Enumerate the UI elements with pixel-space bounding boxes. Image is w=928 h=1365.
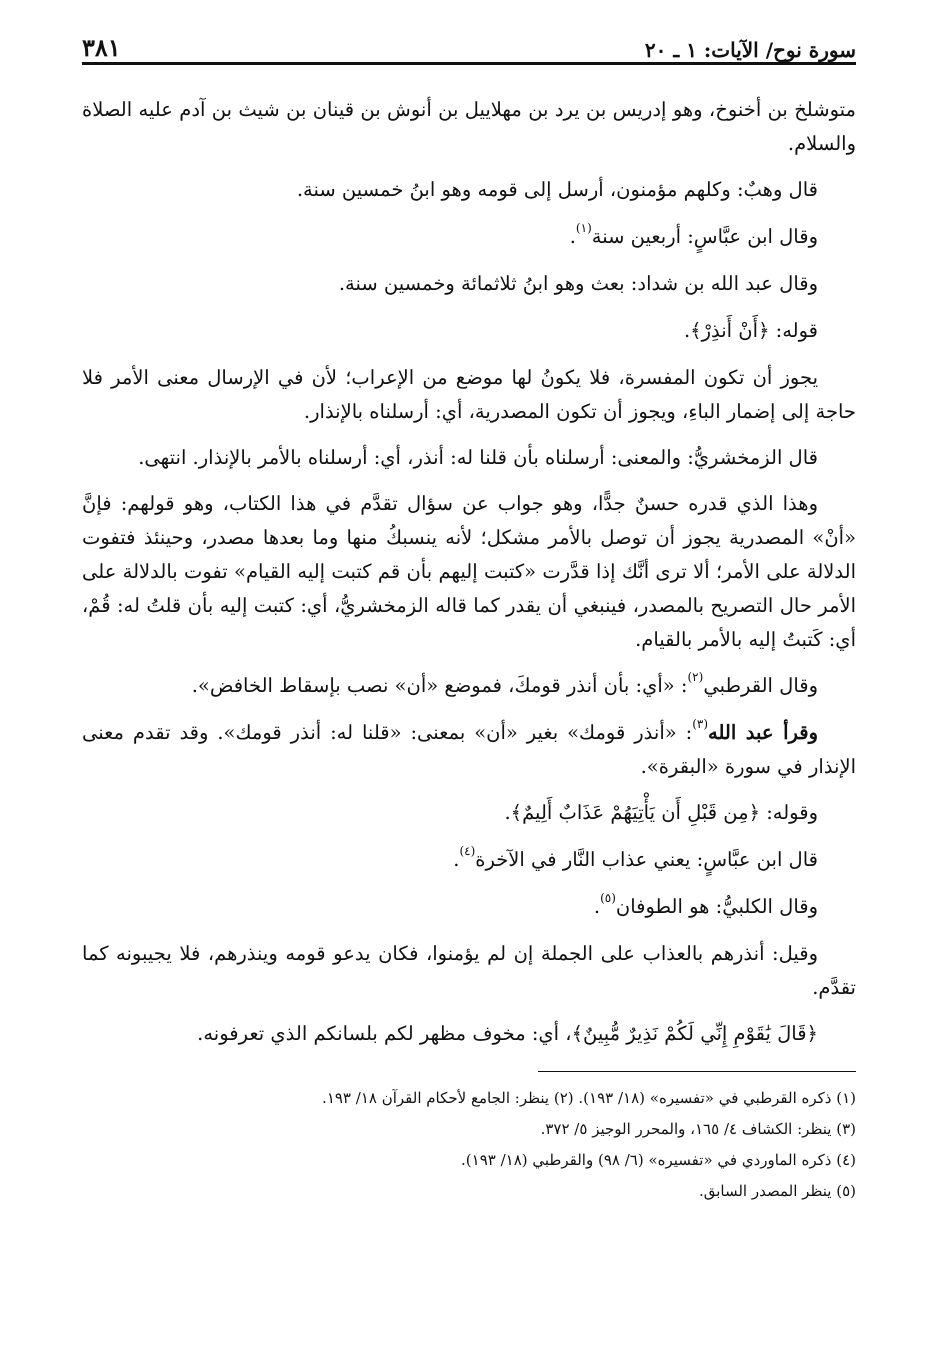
footnote-ref-1: (١) xyxy=(575,221,592,235)
page-number: ٣٨١ xyxy=(82,33,121,62)
paragraph-10 xyxy=(82,716,856,784)
paragraph-5-end: . xyxy=(683,319,691,342)
paragraph-13 xyxy=(82,890,856,924)
paragraph-9 xyxy=(82,669,856,703)
paragraph-13-text: وقال الكلبيُّ: هو الطوفان xyxy=(615,895,818,918)
paragraph-12 xyxy=(82,843,856,877)
paragraph-9-end: : «أي: بأن أنذر قومكَ، فموضع «أن» نصب بإسقاط الخافض». xyxy=(191,674,688,697)
footnote-line-2: (٣) ينظر: الكشاف ٤/ ١٦٥، والمحرر الوجيز ٥/ ٣٧٢. xyxy=(540,1120,856,1138)
paragraph-5-text: قوله: xyxy=(769,319,818,342)
footnote-line-1: (١) ذكره القرطبي في «تفسيره» (١٨/ ١٩٣). (٢) ينظر: الجامع لأحكام القرآن ١٨/ ١٩٣. xyxy=(322,1089,856,1107)
footnote-ref-4: (٤) xyxy=(459,844,476,858)
paragraph-3-text: وقال ابن عبَّاسٍ: أربعين سنة xyxy=(591,225,818,248)
paragraph-12-end: . xyxy=(453,848,460,871)
paragraph-9-text: وقال القرطبي xyxy=(703,674,818,697)
paragraph-15-end: ، أي: مخوف مظهر لكم بلسانكم الذي تعرفونه. xyxy=(197,1022,572,1045)
quran-verse-1: ﴿أَنْ أَنذِرْ﴾ xyxy=(690,319,770,342)
quran-verse-3: ﴿قَالَ يَٰقَوْمِ إِنِّي لَكُمْ نَذِيرٌ مُّبِينٌ﴾ xyxy=(571,1022,818,1045)
footnote-line-3: (٤) ذكره الماوردي في «تفسيره» (٦/ ٩٨) والقرطبي (١٨/ ١٩٣). xyxy=(461,1151,856,1169)
paragraph-15 xyxy=(82,1017,856,1051)
paragraph-2: قال وهبٌ: وكلهم مؤمنون، أرسل إلى قومه وهو ابنُ خمسين سنة. xyxy=(296,178,818,201)
paragraph-10-end: : «أنذر قومك» بغير «أن» بمعنى: «قلنا له: أنذر قومك». وقد تقدم معنى الإنذار في سورة «البقرة». xyxy=(82,721,856,778)
footnotes xyxy=(82,1084,856,1205)
footnote-ref-3: (٣) xyxy=(692,717,709,731)
running-title: سورة نوح/ الآيات: ١ ـ ٢٠ xyxy=(644,38,856,62)
paragraph-1: متوشلخ بن أخنوخ، وهو إدريس بن يرد بن مهلاييل بن أنوش بن قينان بن شيث بن آدم عليه الصلاة والسلام. xyxy=(82,98,856,155)
paragraph-11 xyxy=(82,796,856,830)
paragraph-5 xyxy=(82,314,856,348)
paragraph-10-bold: وقرأ عبد الله xyxy=(708,721,818,744)
paragraph-13-end: . xyxy=(593,895,601,918)
footnote-line-4: (٥) ينظر المصدر السابق. xyxy=(698,1182,856,1200)
paragraph-8: وهذا الذي قدره حسنٌ جدًّا، وهو جواب عن سؤال تقدَّم في هذا الكتاب، وهو قولهم: فإنَّ «أنْ» المصدرية يجوز أن توصل بالأمر مشكل؛ لأنه ينسبكُ منها وما بعدها مصدر، وحينئذ فتفوت الدلالة على الأمر؛ ألا ترى أنَّك إذا قدَّرت «كتبت إليهم بأن قم كتبت إليه القيام» تفوت بالدلالة على الأمر حال التصريح بالمصدر، فينبغي أن يقدر كما قاله الزمخشريُّ، أي: كتبت إليه بأن قلتُ له: قُمْ، أي: كَتبتُ إليه بالأمر بالقيام. xyxy=(82,492,856,651)
footnote-ref-5: (٥) xyxy=(600,891,616,905)
paragraph-11-text: وقوله: xyxy=(760,801,818,824)
page-header xyxy=(82,22,856,65)
quran-verse-2: ﴿مِن قَبْلِ أَن يَأْتِيَهُمْ عَذَابٌ أَلِيمٌ﴾ xyxy=(510,801,761,824)
paragraph-7: قال الزمخشريُّ: والمعنى: أرسلناه بأن قلنا له: أنذر، أي: أرسلناه بالأمر بالإنذار. انتهى. xyxy=(138,446,818,469)
paragraph-3-end: . xyxy=(569,225,576,248)
paragraph-11-end: . xyxy=(504,801,511,824)
footnote-divider xyxy=(538,1071,856,1072)
footnote-ref-2: (٢) xyxy=(687,670,704,684)
paragraph-14: وقيل: أنذرهم بالعذاب على الجملة إن لم يؤمنوا، فكان يدعو قومه وينذرهم، فلا يجيبونه كما تقدَّم. xyxy=(82,942,856,999)
page xyxy=(82,22,856,1208)
paragraph-3 xyxy=(82,220,856,254)
paragraph-4: وقال عبد الله بن شداد: بعث وهو ابنُ ثلاثمائة وخمسين سنة. xyxy=(338,272,818,295)
paragraph-6: يجوز أن تكون المفسرة، فلا يكونُ لها موضع من الإعراب؛ لأن في الإرسال معنى الأمر فلا حاجة إلى إضمار الباءِ، ويجوز أن تكون المصدرية، أي: أرسلناه بالإنذار. xyxy=(82,366,856,423)
page-body xyxy=(82,93,856,1205)
paragraph-12-text: قال ابن عبَّاسٍ: يعني عذاب النَّار في الآخرة xyxy=(475,848,818,871)
